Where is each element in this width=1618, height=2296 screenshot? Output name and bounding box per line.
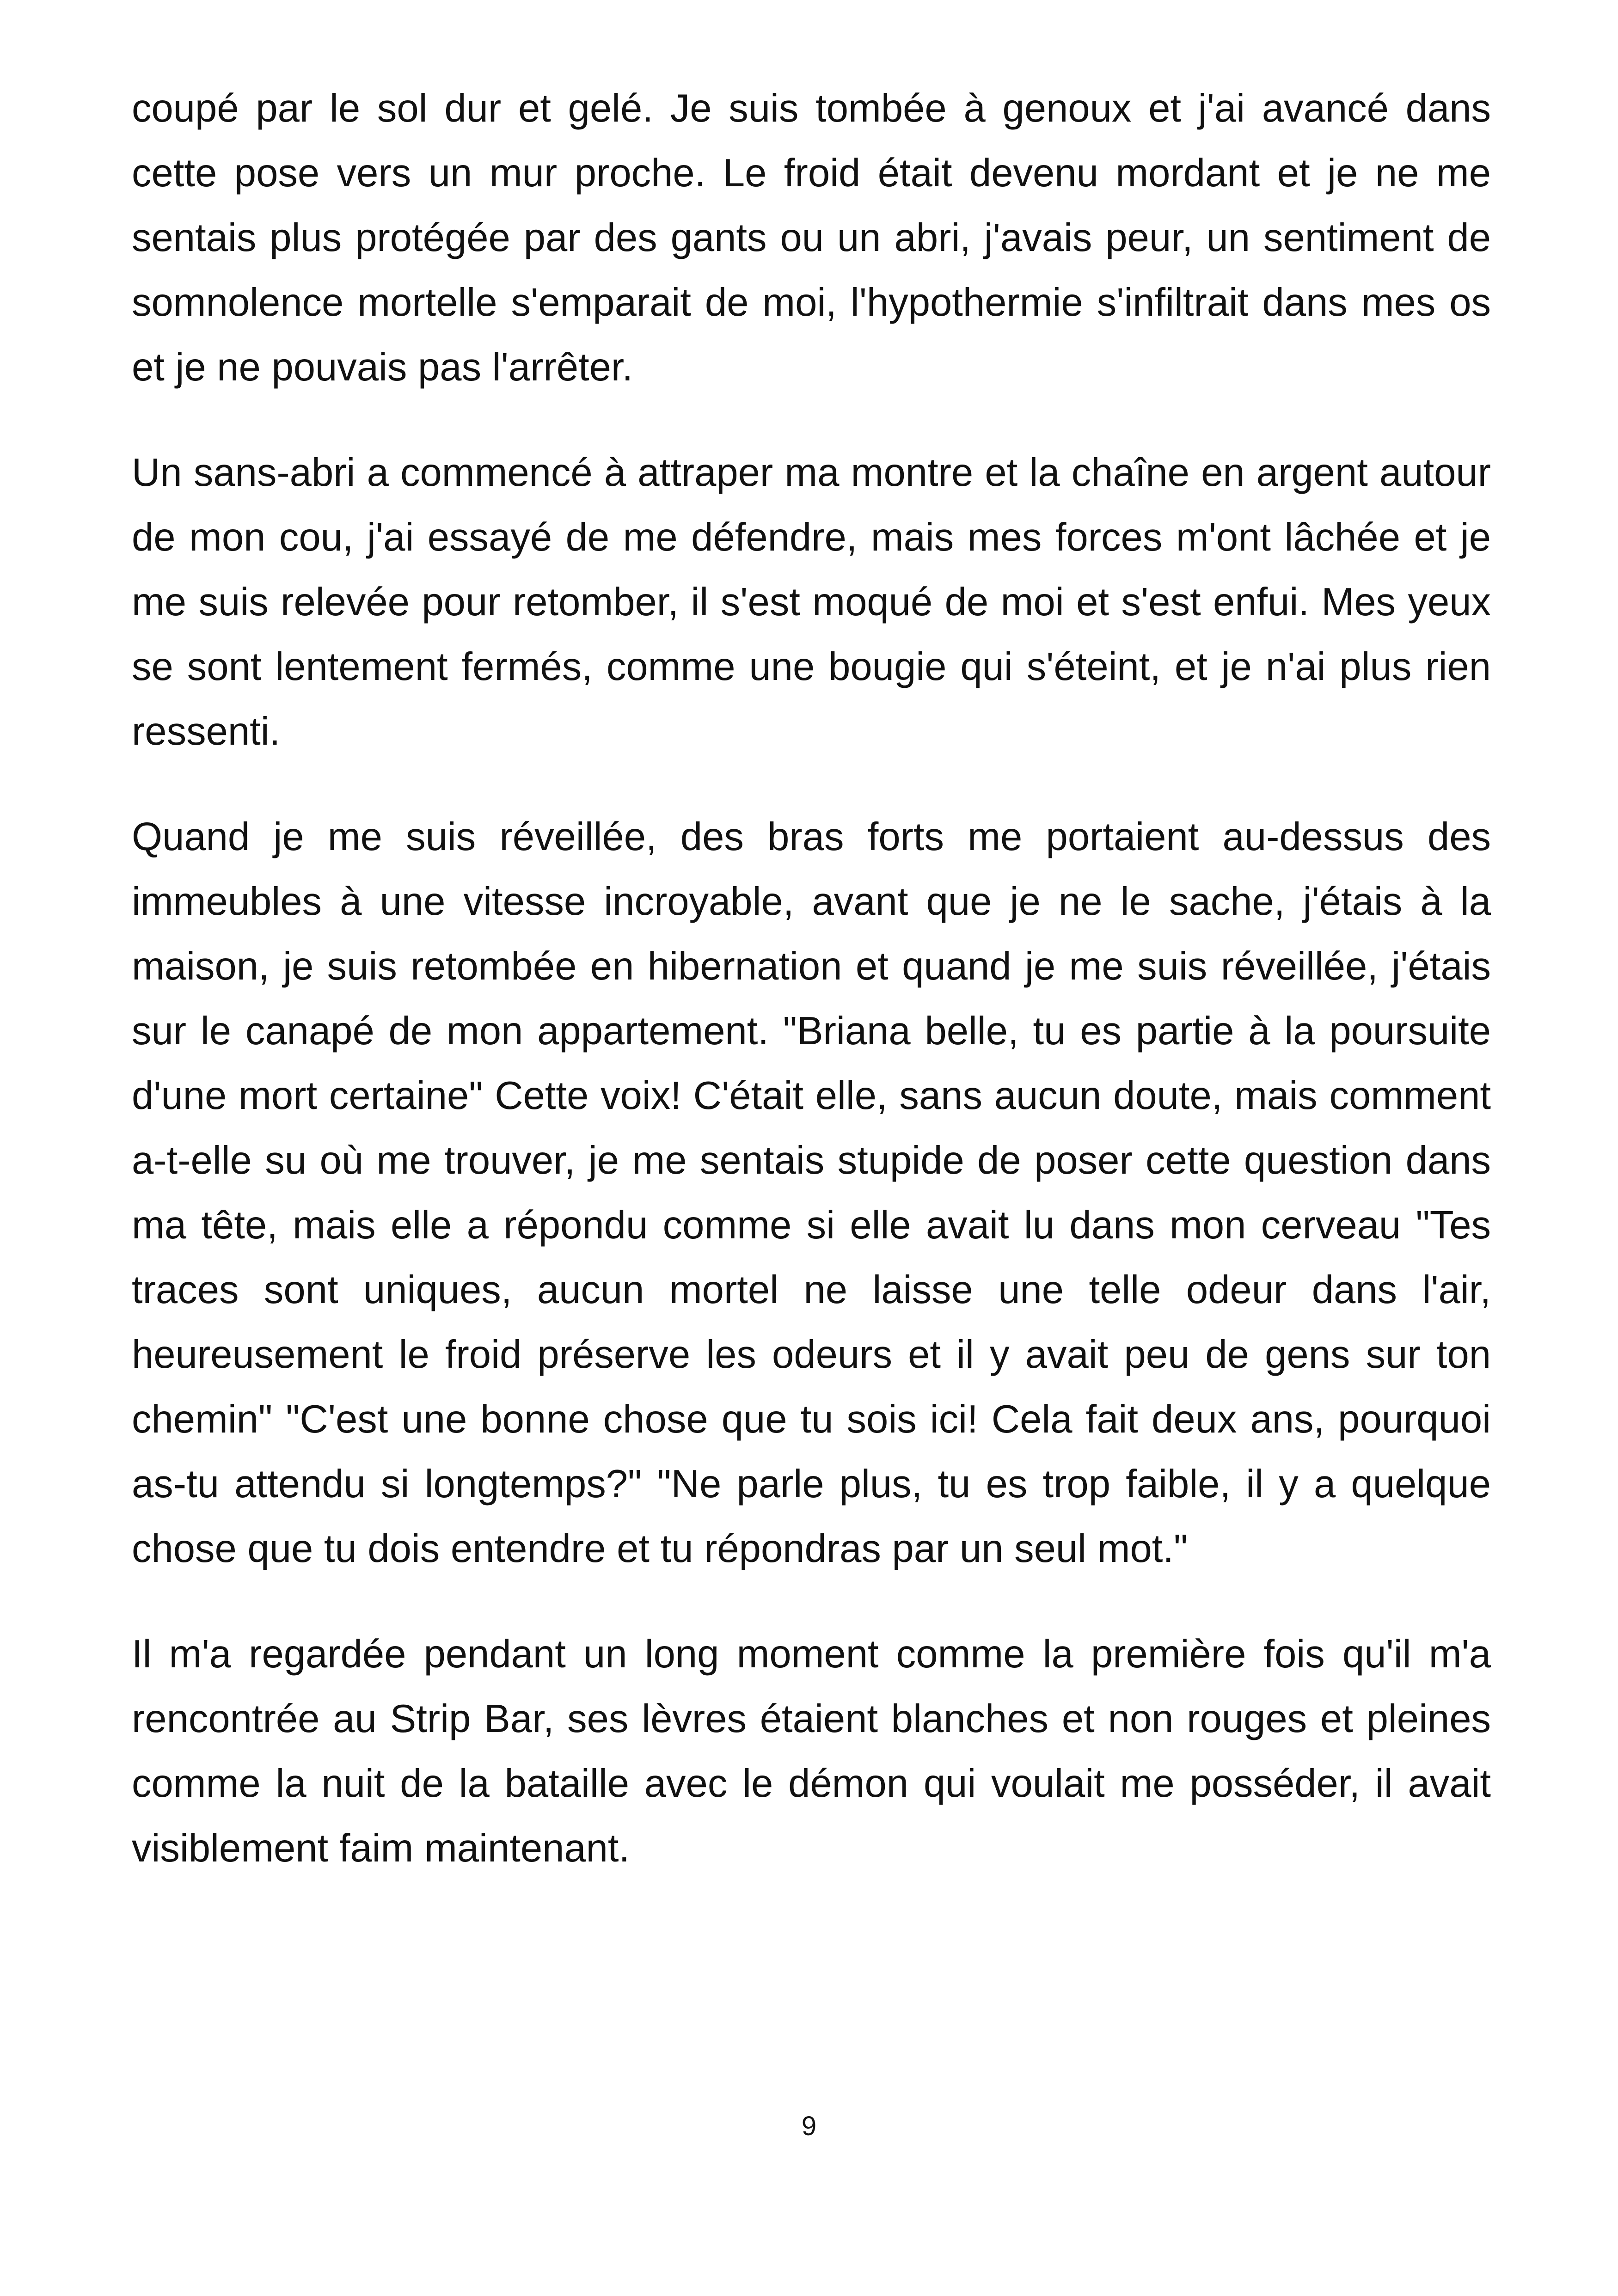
- paragraph: Quand je me suis réveillée, des bras forts me portaient au-dessus des immeubles à une vitesse incroyable, avant que je ne le sache, j'étais à la maison, je suis retombée en hibernation et quand je me suis réveillée, j'étais sur le canapé de mon appartement. "Briana belle, tu es partie à la poursuite d'une mort certaine" Cette voix! C'était elle, sans aucun doute, mais comment a-t-elle su où me trouver, je me sentais stupide de poser cette question dans ma tête, mais elle a répondu comme si elle avait lu dans mon cerveau "Tes traces sont uniques, aucun mortel ne laisse une telle odeur dans l'air, heureusement le froid préserve les odeurs et il y avait peu de gens sur ton chemin" "C'est une bonne chose que tu sois ici! Cela fait deux ans, pourquoi as-tu attendu si longtemps?" "Ne parle plus, tu es trop faible, il y a quelque chose que tu dois entendre et tu répondras par un seul mot.": [132, 815, 1491, 1571]
- paragraph: coupé par le sol dur et gelé. Je suis tombée à genoux et j'ai avancé dans cette pose vers un mur proche. Le froid était devenu mordant et je ne me sentais plus protégée par des gants ou un abri, j'avais peur, un sentiment de somnolence mortelle s'emparait de moi, l'hypothermie s'infiltrait dans mes os et je ne pouvais pas l'arrêter.: [132, 86, 1491, 389]
- page-number: 9: [801, 2111, 817, 2141]
- paragraph: Un sans-abri a commencé à attraper ma montre et la chaîne en argent autour de mon cou, j'ai essayé de me défendre, mais mes forces m'ont lâchée et je me suis relevée pour retomber, il s'est moqué de moi et s'est enfui. Mes yeux se sont lentement fermés, comme une bougie qui s'éteint, et je n'ai plus rien ressenti.: [132, 451, 1491, 753]
- paragraph: Il m'a regardée pendant un long moment comme la première fois qu'il m'a rencontrée au Strip Bar, ses lèvres étaient blanches et non rouges et pleines comme la nuit de la bataille avec le démon qui voulait me posséder, il avait visiblement faim maintenant.: [132, 1632, 1491, 1870]
- body-text: [132, 76, 1491, 1881]
